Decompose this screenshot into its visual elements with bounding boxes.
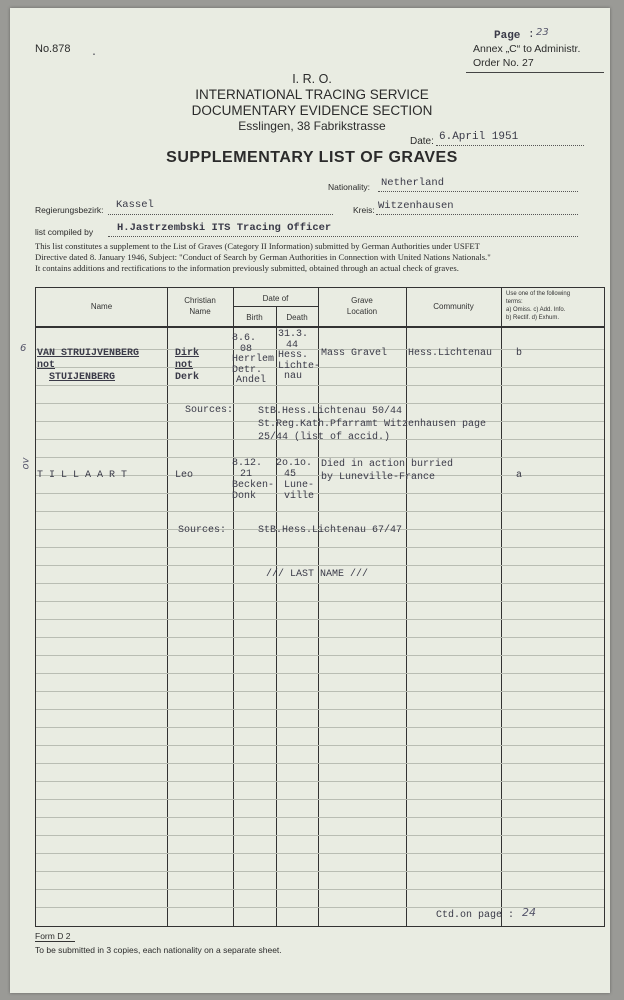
header-christian-1: Christian: [184, 296, 216, 305]
rule: [36, 817, 604, 818]
regierungsbezirk-label: Regierungsbezirk:: [35, 205, 104, 215]
rule: [36, 565, 604, 566]
entry1-christian-line2: not: [175, 360, 194, 371]
entry2-birth-2: 21: [240, 469, 253, 480]
rule: [36, 907, 604, 908]
entry1-source-2: St.Reg.Kath.Pfarramt Witzenhausen page: [258, 419, 487, 430]
header-death: Death: [286, 313, 308, 322]
header-christian-2: Name: [189, 307, 211, 316]
regierungsbezirk-dots: [108, 214, 333, 215]
entry1-birth-2: 08: [240, 343, 253, 355]
date-label: Date:: [410, 136, 434, 147]
org-line-3: DOCUMENTARY EVIDENCE SECTION: [191, 103, 433, 118]
entry1-death: [278, 330, 320, 383]
entry1-term: b: [516, 348, 523, 359]
continued-label: Ctd.on page :: [436, 910, 515, 921]
intro-line-3: It contains additions and rectifications to the information previously submitted, obtained through an actual check of graves.: [35, 263, 459, 273]
entry2-term: a: [516, 470, 523, 481]
entry1-christian: [175, 348, 199, 384]
footer-underline: [35, 941, 75, 942]
col-divider: [318, 288, 319, 926]
order-line: Order No. 27: [473, 57, 534, 69]
entry1-death-4: Lichte-: [278, 360, 321, 372]
entry1-name: [37, 348, 139, 384]
rule: [36, 655, 604, 656]
nationality-label: Nationality:: [328, 182, 371, 192]
entry1-birth-1: 8.6.: [232, 333, 257, 344]
entry2-death: [276, 458, 314, 502]
entry1-christian-line1: Dirk: [175, 348, 200, 359]
header-grave-1: Grave: [351, 296, 373, 305]
intro-line-1: This list constitutes a supplement to the List of Graves (Category II Information) submitted by German Authorities under USFET: [35, 241, 480, 251]
rule: [36, 457, 604, 458]
rule: [36, 709, 604, 710]
entry2-grave: [321, 458, 453, 484]
header-community: Community: [433, 302, 474, 311]
entry2-grave-2: by Luneville-France: [321, 472, 436, 483]
dot-mark: .: [91, 48, 98, 59]
entry1-sources-label: Sources:: [185, 405, 234, 416]
intro-line-2: Directive dated 8. January 1946, Subject: "Conduct of Search by German Authorities in Connection with United Nations Nationals.": [35, 252, 491, 262]
entry2-mark: ov: [20, 457, 32, 470]
kreis-value: Witzenhausen: [378, 200, 454, 212]
header-terms-4: b) Rectif. d) Exhum.: [506, 315, 560, 321]
document-title: SUPPLEMENTARY LIST OF GRAVES: [166, 149, 458, 166]
col-divider: [276, 306, 277, 926]
rule: [36, 691, 604, 692]
entry2-grave-1: Died in action burried: [321, 459, 454, 470]
header-name: Name: [90, 302, 113, 311]
entry2-birth: [232, 458, 274, 502]
page-colon: :: [528, 29, 535, 41]
continued-page: 24: [522, 906, 536, 919]
form-number: No.878: [35, 43, 71, 55]
kreis-label: Kreis:: [353, 205, 375, 215]
header-terms-2: terms:: [506, 299, 523, 305]
rule: [36, 403, 604, 404]
entry1-birth-3: Herrlem: [232, 354, 275, 365]
rule: [36, 637, 604, 638]
nationality-value: Netherland: [381, 177, 445, 189]
rule: [36, 511, 604, 512]
entry1-source-3: 25/44 (list of accid.): [258, 432, 391, 443]
rule: [36, 619, 604, 620]
entry2-death-1: 2o.1o.: [276, 458, 313, 469]
rule: [36, 871, 604, 872]
entry2-death-2: 45: [284, 469, 297, 480]
entry1-birth-4: Detr.: [232, 364, 263, 376]
entry2-birth-3: Becken-: [232, 480, 275, 491]
rule: [36, 601, 604, 602]
entry2-birth-4: Donk: [232, 491, 257, 502]
footer-note: To be submitted in 3 copies, each nationality on a separate sheet.: [35, 945, 282, 955]
entry1-community: Hess.Lichtenau: [408, 348, 493, 359]
entry1-birth-5: Andel: [236, 375, 267, 386]
rule: [36, 493, 604, 494]
entry1-name-line2: not: [37, 360, 56, 371]
nationality-dots: [378, 191, 578, 192]
date-value: 6.April 1951: [439, 131, 519, 143]
entry1-death-1: 31.3.: [278, 329, 309, 340]
header-grave-2: Location: [346, 307, 378, 316]
entry2-death-4: ville: [284, 491, 315, 502]
entry1-name-line3: STUIJENBERG: [49, 372, 116, 383]
rule: [36, 745, 604, 746]
rule: [36, 853, 604, 854]
rule: [36, 727, 604, 728]
entry2-birth-1: 8.12.: [232, 458, 263, 469]
org-address: Esslingen, 38 Fabrikstrasse: [238, 119, 386, 133]
rule: [36, 835, 604, 836]
entry2-sources: StB.Hess.Lichtenau 67/47: [258, 525, 403, 536]
page-number: 23: [536, 27, 549, 38]
entry1-source-1: StB.Hess.Lichtenau 50/44: [258, 406, 403, 417]
entry2-name: T I L L A A R T: [37, 470, 128, 481]
header-terms-3: a) Omiss. c) Add. Info.: [506, 307, 566, 313]
rule: [36, 385, 604, 386]
header-divider: [36, 326, 604, 328]
rule: [36, 673, 604, 674]
page-label: Page: [494, 30, 521, 42]
entry1-grave: Mass Gravel: [321, 348, 388, 359]
footer-form: Form D 2: [35, 931, 71, 941]
col-divider: [501, 288, 502, 926]
entry2-death-3: Lune-: [284, 480, 315, 491]
last-name-marker: /// LAST NAME ///: [266, 569, 369, 580]
header-birth: Birth: [246, 313, 263, 322]
entry1-sources: [258, 405, 486, 444]
entry2-christian: Leo: [175, 470, 194, 481]
entry1-death-2: 44: [286, 339, 299, 351]
compiled-value: H.Jastrzembski ITS Tracing Officer: [117, 222, 332, 234]
rule: [36, 799, 604, 800]
rule: [36, 547, 604, 548]
date-of-divider: [233, 306, 318, 307]
date-dots: [436, 145, 584, 146]
rule: [36, 583, 604, 584]
regierungsbezirk-value: Kassel: [116, 199, 154, 211]
rule: [36, 763, 604, 764]
col-divider: [406, 288, 407, 926]
entry1-death-3: Hess.: [278, 350, 309, 361]
entry1-mark: 6: [20, 343, 27, 354]
header-terms-1: Use one of the following: [506, 291, 571, 297]
annex-line: Annex „C“ to Administr.: [473, 43, 581, 55]
compiled-label: list compiled by: [35, 227, 94, 237]
entry1-birth: [232, 334, 274, 387]
entry1-name-line1: VAN STRUIJVENBERG: [37, 348, 140, 359]
order-underline: [466, 72, 604, 73]
rule: [36, 889, 604, 890]
intro-paragraph: [35, 241, 491, 274]
org-line-1: I. R. O.: [292, 72, 332, 86]
entry1-death-5: nau: [284, 371, 303, 382]
org-line-2: INTERNATIONAL TRACING SERVICE: [195, 87, 429, 102]
entry1-christian-line3: Derk: [175, 372, 200, 383]
entry2-sources-label: Sources:: [178, 525, 227, 536]
header-date-of: Date of: [262, 294, 289, 303]
col-divider: [167, 288, 168, 926]
rule: [36, 781, 604, 782]
compiled-dots: [108, 236, 578, 237]
kreis-dots: [376, 214, 578, 215]
